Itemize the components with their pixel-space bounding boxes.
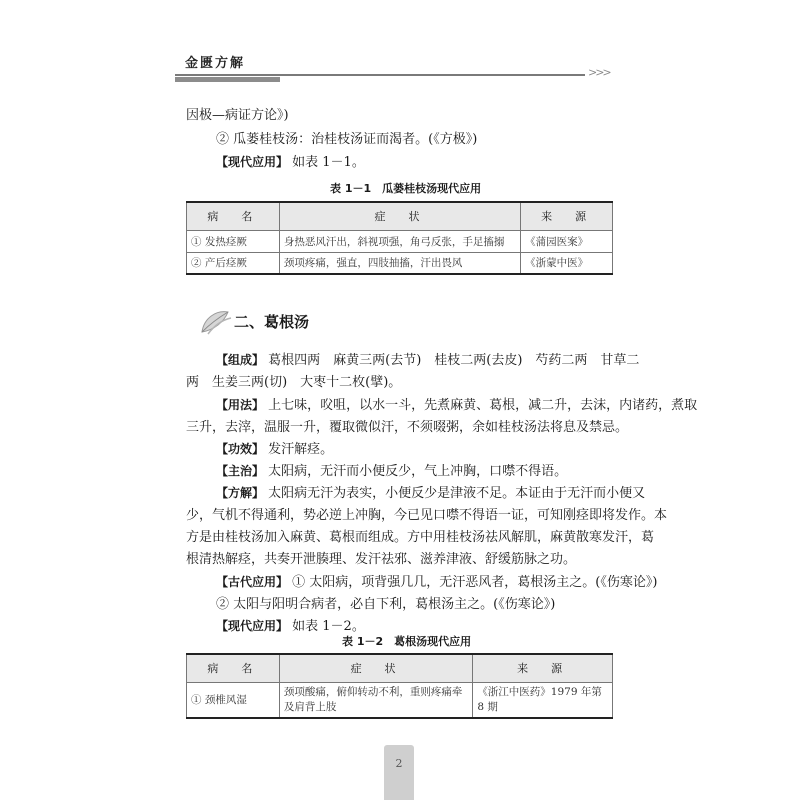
ancient-application-line [216, 571, 657, 590]
column-header: 症 状 [279, 654, 472, 682]
table-cell: 颈项疼痛，强直，四肢抽搐，汗出畏风 [279, 252, 520, 274]
text-span: ① 太阳病，项背强几几，无汗恶风者，葛根汤主之。(《伤寒论》) [288, 575, 658, 590]
table-cell: 《浙江中医药》1979 年第 8 期 [473, 682, 613, 718]
text-span: 发汗解痉。 [264, 442, 334, 457]
table-header-row [187, 202, 613, 230]
table-1 [186, 201, 613, 275]
text-span: 太阳病无汗为表实，小便反少是津液不足。本证由于无汗而小便又 [264, 486, 646, 501]
text-line: 三升，去滓，温服一升，覆取微似汗，不须啜粥，余如桂枝汤法将息及禁忌。 [186, 420, 629, 435]
header-rule-accent [175, 77, 280, 82]
section-label: 【现代应用】 [216, 155, 289, 169]
table-row [187, 682, 613, 718]
modern-application-line [216, 151, 365, 170]
table-cell: 《蒲园医案》 [521, 230, 613, 252]
page-number: 2 [395, 757, 403, 770]
text-line: ② 太阳与阳明合病者，必自下利，葛根汤主之。(《伤寒论》) [216, 597, 556, 612]
column-header: 来 源 [521, 202, 613, 230]
table-row [187, 230, 613, 252]
table-cell: 颈项酸痛，俯仰转动不利，重则疼痛牵及肩背上肢 [279, 682, 472, 718]
indication-line [216, 460, 567, 479]
modern-application-line [216, 615, 365, 634]
table-cell: ① 颈椎风湿 [187, 682, 280, 718]
page-number-tab [384, 745, 414, 800]
table-header-row [187, 654, 613, 682]
section-title: 二、葛根汤 [234, 312, 310, 331]
table-cell: 《浙蒙中医》 [521, 252, 613, 274]
text-span: 如表 1－1。 [288, 155, 365, 170]
column-header: 来 源 [473, 654, 613, 682]
text-line: 方是由桂枝汤加入麻黄、葛根而组成。方中用桂枝汤祛风解肌，麻黄散寒发汗，葛 [186, 530, 655, 545]
header-rule [175, 74, 585, 76]
text-span: 葛根四两 麻黄三两(去节) 桂枝二两(去皮) 芍药二两 甘草二 [264, 353, 640, 368]
table-cell: ② 产后痉厥 [187, 252, 280, 274]
table-cell: 身热恶风汗出，斜视项强，角弓反张，手足搐搦 [279, 230, 520, 252]
running-header-title: 金匮方解 [185, 56, 246, 71]
table-2 [186, 653, 613, 719]
text-line: 因极—病证方论》) [186, 108, 289, 123]
usage-line [216, 394, 697, 413]
text-line: 少，气机不得通利，势必逆上冲胸，今已见口噤不得语一证，可知刚痉即将发作。本 [186, 508, 668, 523]
section-label: 【组成】 [216, 353, 265, 367]
table-cell: ① 发热痉厥 [187, 230, 280, 252]
leaf-icon [198, 306, 232, 336]
text-line: 两 生姜三两(切) 大枣十二枚(擘)。 [186, 375, 402, 390]
text-span: 上七味，㕮咀，以水一斗，先煮麻黄、葛根，减二升，去沫，内诸药，煮取 [264, 398, 698, 413]
table-caption: 表 1－1 瓜蒌桂枝汤现代应用 [330, 182, 482, 195]
section-label: 【用法】 [216, 398, 265, 412]
section-label: 【主治】 [216, 464, 265, 478]
section-label: 【方解】 [216, 486, 265, 500]
efficacy-line [216, 438, 333, 457]
section-label: 【功效】 [216, 442, 265, 456]
column-header: 症 状 [279, 202, 520, 230]
text-span: 太阳病，无汗而小便反少，气上冲胸，口噤不得语。 [264, 464, 568, 479]
text-line: 根清热解痉，共奏开泄腠理、发汗祛邪、滋养津液、舒缓筋脉之功。 [186, 552, 577, 567]
text-line: ② 瓜蒌桂枝汤：治桂枝汤证而渴者。(《方极》) [216, 132, 478, 147]
table-caption: 表 1－2 葛根汤现代应用 [342, 635, 472, 648]
column-header: 病 名 [187, 654, 280, 682]
section-heading [198, 306, 309, 336]
composition-line [216, 349, 639, 368]
explanation-line [216, 482, 645, 501]
text-span: 如表 1－2。 [288, 619, 365, 634]
column-header: 病 名 [187, 202, 280, 230]
table-row [187, 252, 613, 274]
section-label: 【现代应用】 [216, 619, 289, 633]
section-label: 【古代应用】 [216, 575, 289, 589]
header-arrows-decoration: >>> [588, 66, 610, 79]
